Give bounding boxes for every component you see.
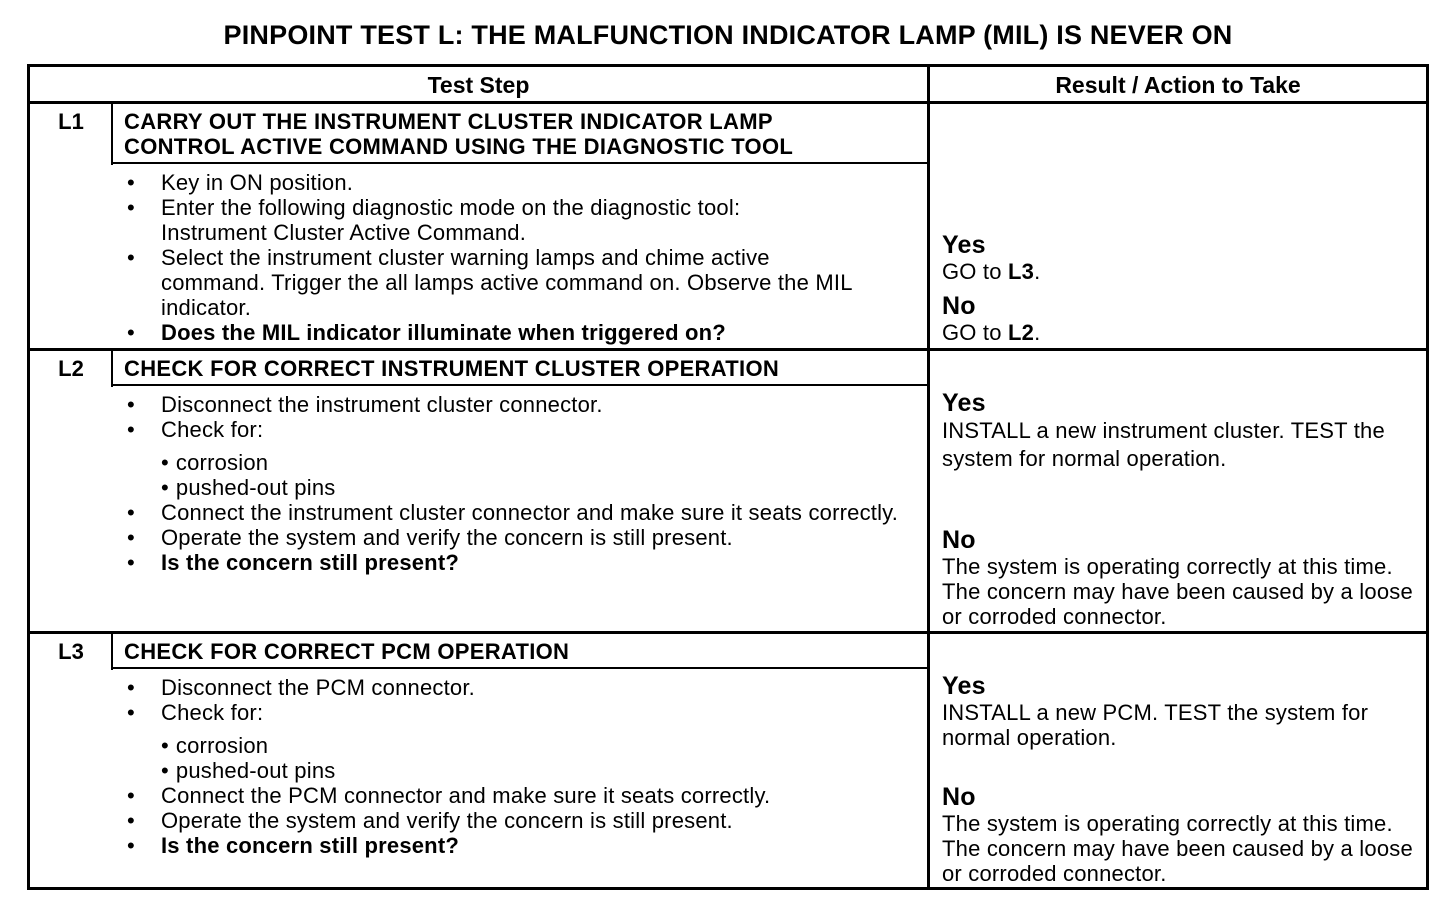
step-id: L3	[58, 639, 84, 664]
step-instructions	[124, 675, 924, 858]
list-item: • Key in ON position.	[127, 170, 354, 195]
title-divider	[111, 162, 927, 164]
goto-link[interactable]: L2	[1008, 320, 1035, 345]
yes-label: Yes	[942, 231, 986, 259]
step-instructions	[124, 170, 894, 345]
check-list	[161, 733, 924, 783]
list-item: • Check for: • corrosion • pushed-out pins	[124, 700, 924, 783]
list-item: • Disconnect the PCM connector.	[127, 675, 475, 700]
list-item: • Is the concern still present?	[127, 833, 459, 858]
list-item: • Connect the PCM connector and make sure it seats correctly.	[127, 783, 771, 808]
list-item: • Connect the instrument cluster connector and make sure it seats correctly.	[127, 500, 899, 525]
no-action: GO to L2.	[942, 320, 1041, 345]
no-action: The system is operating correctly at this time. The concern may have been caused by a loose or corroded connector.	[942, 554, 1413, 629]
step-instructions	[124, 392, 924, 575]
check-list	[161, 450, 924, 500]
list-item: • Operate the system and verify the concern is still present.	[127, 808, 733, 833]
column-divider	[927, 67, 930, 887]
step-result	[942, 389, 1422, 473]
list-item: • corrosion	[161, 450, 269, 475]
step-result	[942, 526, 1422, 629]
step-result	[942, 783, 1422, 886]
no-label: No	[942, 526, 976, 554]
row-divider	[30, 348, 1426, 351]
title-divider	[111, 384, 927, 386]
list-item: • Select the instrument cluster warning lamps and chime active command. Trigger the all lamps active command on. Observe the MIL indicator.	[127, 245, 852, 320]
no-label: No	[942, 783, 976, 811]
page-title: PINPOINT TEST L: THE MALFUNCTION INDICATOR LAMP (MIL) IS NEVER ON	[223, 20, 1233, 50]
title-divider	[111, 667, 927, 669]
pinpoint-test-table	[27, 64, 1429, 890]
list-item: • Enter the following diagnostic mode on the diagnostic tool: Instrument Cluster Active Command.	[127, 195, 741, 245]
no-label: No	[942, 292, 976, 320]
yes-label: Yes	[942, 389, 986, 417]
step-title: CARRY OUT THE INSTRUMENT CLUSTER INDICATOR LAMP CONTROL ACTIVE COMMAND USING THE DIAGNOSTIC TOOL	[124, 109, 794, 159]
yes-action: GO to L3.	[942, 259, 1041, 284]
list-item: • Does the MIL indicator illuminate when triggered on?	[127, 320, 726, 345]
row-divider	[30, 631, 1426, 634]
step-title: CHECK FOR CORRECT INSTRUMENT CLUSTER OPERATION	[124, 356, 780, 381]
step-title: CHECK FOR CORRECT PCM OPERATION	[124, 639, 570, 664]
list-item: • pushed-out pins	[161, 475, 336, 500]
yes-action: INSTALL a new PCM. TEST the system for normal operation.	[942, 700, 1369, 750]
no-action: The system is operating correctly at this time. The concern may have been caused by a loose or corroded connector.	[942, 811, 1413, 886]
list-item: • pushed-out pins	[161, 758, 336, 783]
step-id: L2	[58, 356, 84, 381]
test-step-header: Test Step	[427, 72, 530, 98]
list-item: • corrosion	[161, 733, 269, 758]
step-result	[942, 672, 1422, 750]
result-header: Result / Action to Take	[1055, 72, 1301, 98]
goto-link[interactable]: L3	[1008, 259, 1035, 284]
list-item: • Disconnect the instrument cluster connector.	[127, 392, 603, 417]
list-item: • Operate the system and verify the concern is still present.	[127, 525, 733, 550]
step-id: L1	[58, 109, 84, 134]
yes-action: INSTALL a new instrument cluster. TEST the system for normal operation.	[942, 418, 1385, 471]
yes-label: Yes	[942, 672, 986, 700]
step-result	[942, 231, 1422, 345]
list-item: • Is the concern still present?	[127, 550, 459, 575]
list-item: • Check for: • corrosion • pushed-out pins	[124, 417, 924, 500]
